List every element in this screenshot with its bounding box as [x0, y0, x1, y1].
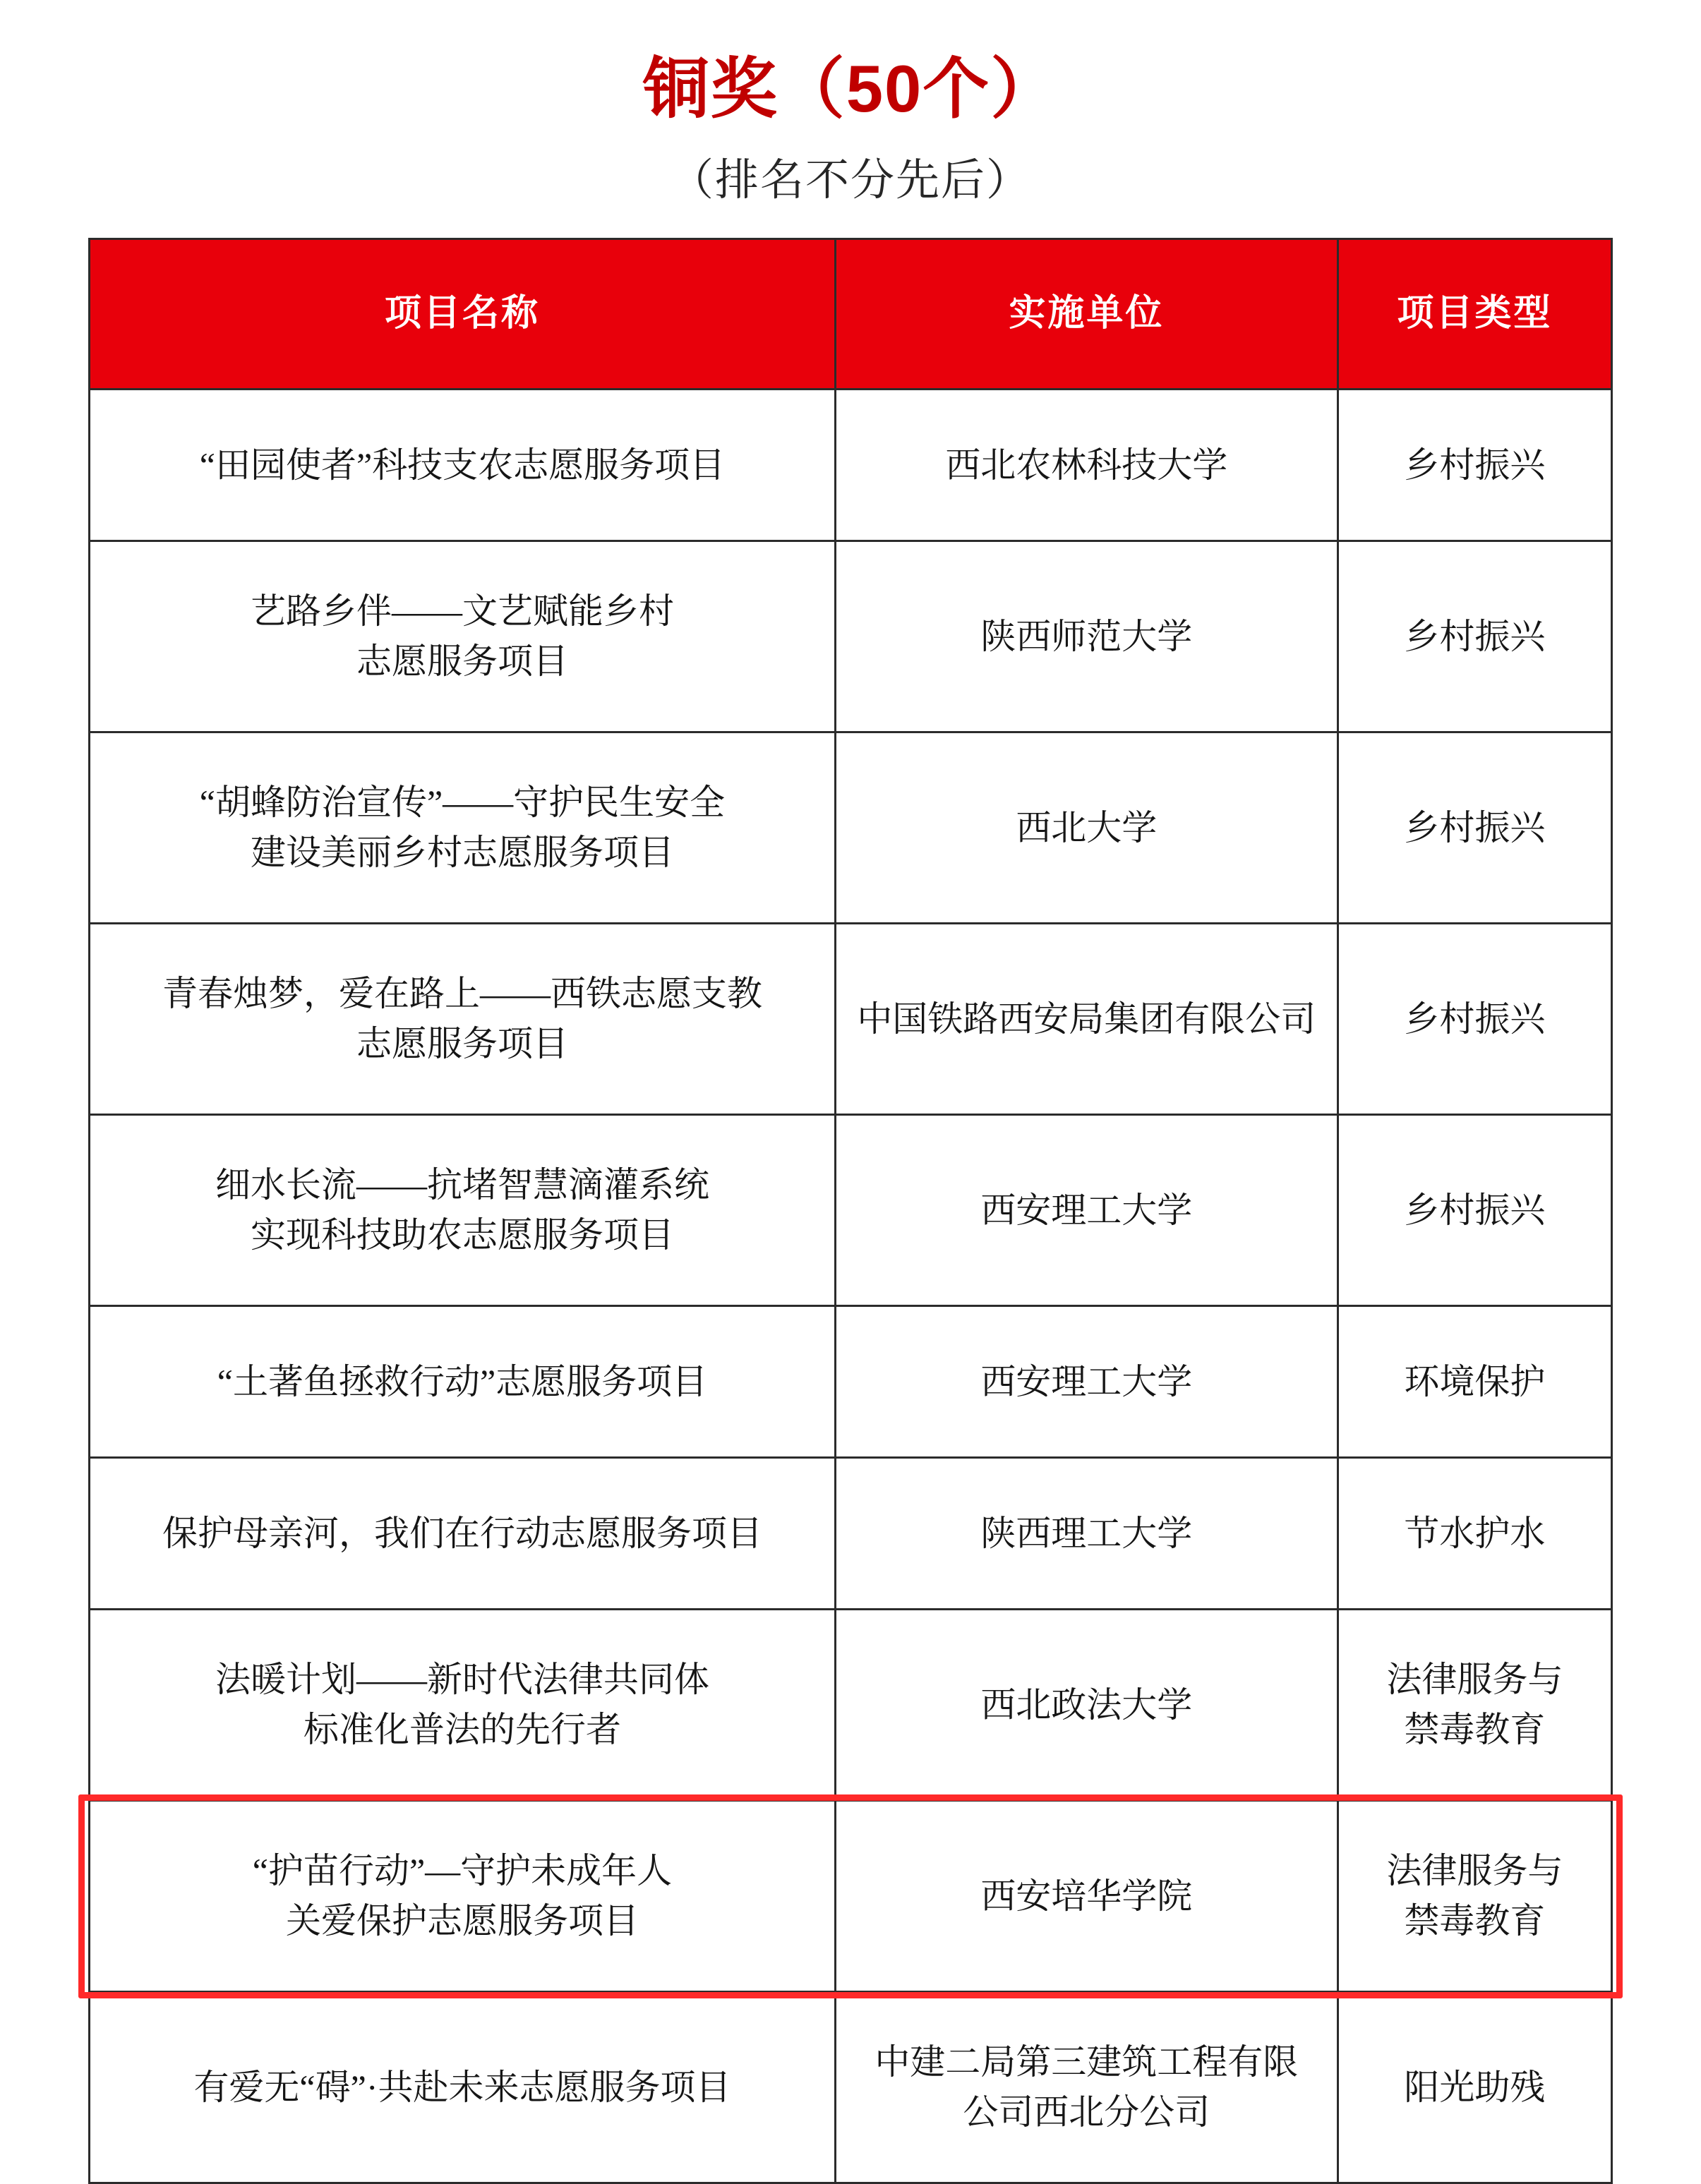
cell-implementing-unit — [835, 924, 1338, 1115]
cell-project-type-line: 乡村振兴 — [1404, 1190, 1546, 1230]
cell-project-type — [1338, 390, 1611, 541]
cell-project-type-line: 乡村振兴 — [1404, 807, 1546, 847]
cell-implementing-unit — [835, 1992, 1338, 2183]
cell-project-name-line: 保护母亲河，我们在行动志愿服务项目 — [162, 1513, 762, 1553]
cell-project-type-line: 法律服务与 — [1386, 1851, 1563, 1891]
cell-project-type — [1338, 1992, 1611, 2183]
table-row — [90, 541, 1612, 732]
cell-implementing-unit-line: 西北大学 — [1016, 807, 1158, 847]
cell-project-name-line: 细水长流——抗堵智慧滴灌系统 — [215, 1165, 709, 1205]
column-header-project-type: 项目类型 — [1338, 239, 1611, 390]
cell-implementing-unit-line: 西北农林科技大学 — [945, 445, 1228, 485]
cell-project-name-line: “土著鱼拯救行动”志愿服务项目 — [217, 1361, 708, 1401]
cell-implementing-unit-line: 西安培华学院 — [980, 1876, 1193, 1916]
cell-project-name — [90, 1610, 836, 1801]
cell-implementing-unit-line: 西安理工大学 — [980, 1361, 1193, 1401]
cell-implementing-unit-line: 公司西北分公司 — [963, 2092, 1210, 2132]
column-header-project-name: 项目名称 — [90, 239, 836, 390]
cell-implementing-unit — [835, 732, 1338, 924]
cell-project-name-line: 关爱保护志愿服务项目 — [285, 1901, 639, 1941]
table-body — [90, 390, 1612, 2183]
cell-project-type-line: 环境保护 — [1404, 1361, 1546, 1401]
cell-project-name — [90, 1992, 836, 2183]
cell-implementing-unit-line: 陕西师范大学 — [980, 616, 1193, 656]
cell-implementing-unit — [835, 1115, 1338, 1306]
cell-implementing-unit-line: 中建二局第三建筑工程有限 — [874, 2042, 1299, 2082]
cell-project-type — [1338, 1306, 1611, 1458]
cell-implementing-unit — [835, 390, 1338, 541]
cell-implementing-unit-line: 西北政法大学 — [980, 1684, 1193, 1725]
cell-project-type-line: 禁毒教育 — [1404, 1710, 1546, 1750]
cell-project-type — [1338, 1801, 1611, 1992]
page-subtitle: （排名不分先后） — [669, 156, 1031, 205]
cell-project-name — [90, 1115, 836, 1306]
column-header-implementing-unit: 实施单位 — [835, 239, 1338, 390]
cell-implementing-unit-line: 陕西理工大学 — [980, 1513, 1193, 1553]
cell-project-type-line: 阳光助残 — [1404, 2067, 1546, 2107]
table-row — [90, 1115, 1612, 1306]
cell-project-name — [90, 1801, 836, 1992]
cell-project-name-line: “护苗行动”—守护未成年人 — [252, 1851, 673, 1891]
cell-project-type-line: 节水护水 — [1404, 1513, 1546, 1553]
cell-project-type-line: 乡村振兴 — [1404, 999, 1546, 1039]
table-row — [90, 1610, 1612, 1801]
table-row — [90, 732, 1612, 924]
cell-project-name — [90, 732, 836, 924]
cell-project-name — [90, 541, 836, 732]
cell-project-type — [1338, 1115, 1611, 1306]
table-row — [90, 1306, 1612, 1458]
cell-project-name-line: 有爱无“碍”·共赴未来志愿服务项目 — [193, 2067, 731, 2107]
cell-project-name — [90, 390, 836, 541]
cell-project-name-line: 建设美丽乡村志愿服务项目 — [250, 833, 674, 873]
table-row — [90, 924, 1612, 1115]
cell-project-name-line: 艺路乡伴——文艺赋能乡村 — [250, 591, 674, 632]
cell-implementing-unit — [835, 1801, 1338, 1992]
table-row — [90, 1992, 1612, 2183]
cell-project-name-line: 志愿服务项目 — [356, 641, 568, 682]
award-table — [88, 238, 1613, 2184]
table-header-row — [90, 239, 1612, 390]
cell-project-type-line: 乡村振兴 — [1404, 445, 1546, 485]
table-row — [90, 1801, 1612, 1992]
cell-project-name-line: 法暖计划——新时代法律共同体 — [215, 1660, 709, 1700]
cell-project-type — [1338, 541, 1611, 732]
cell-project-type — [1338, 1458, 1611, 1610]
cell-project-type-line: 法律服务与 — [1386, 1660, 1563, 1700]
cell-implementing-unit-line: 中国铁路西安局集团有限公司 — [857, 999, 1316, 1039]
cell-project-type-line: 乡村振兴 — [1404, 616, 1546, 656]
cell-project-name-line: 标准化普法的先行者 — [303, 1710, 621, 1750]
cell-implementing-unit — [835, 1306, 1338, 1458]
cell-project-name-line: “胡蜂防治宣传”——守护民生安全 — [199, 783, 726, 823]
table-header — [90, 239, 1612, 390]
cell-project-type — [1338, 924, 1611, 1115]
cell-implementing-unit-line: 西安理工大学 — [980, 1190, 1193, 1230]
cell-project-name-line: 实现科技助农志愿服务项目 — [250, 1215, 674, 1255]
award-table-container — [88, 238, 1613, 2184]
cell-project-type — [1338, 732, 1611, 924]
cell-project-name-line: “田园使者”科技支农志愿服务项目 — [199, 445, 726, 485]
cell-project-type — [1338, 1610, 1611, 1801]
cell-project-name — [90, 1458, 836, 1610]
table-row — [90, 390, 1612, 541]
cell-implementing-unit — [835, 1610, 1338, 1801]
cell-project-name — [90, 1306, 836, 1458]
cell-implementing-unit — [835, 541, 1338, 732]
page-title: 铜奖（50个） — [642, 52, 1059, 126]
cell-project-name-line: 青春烛梦，爱在路上——西铁志愿支教 — [162, 974, 762, 1014]
cell-project-name-line: 志愿服务项目 — [356, 1024, 568, 1064]
cell-project-type-line: 禁毒教育 — [1404, 1901, 1546, 1941]
table-row — [90, 1458, 1612, 1610]
cell-project-name — [90, 924, 836, 1115]
cell-implementing-unit — [835, 1458, 1338, 1610]
